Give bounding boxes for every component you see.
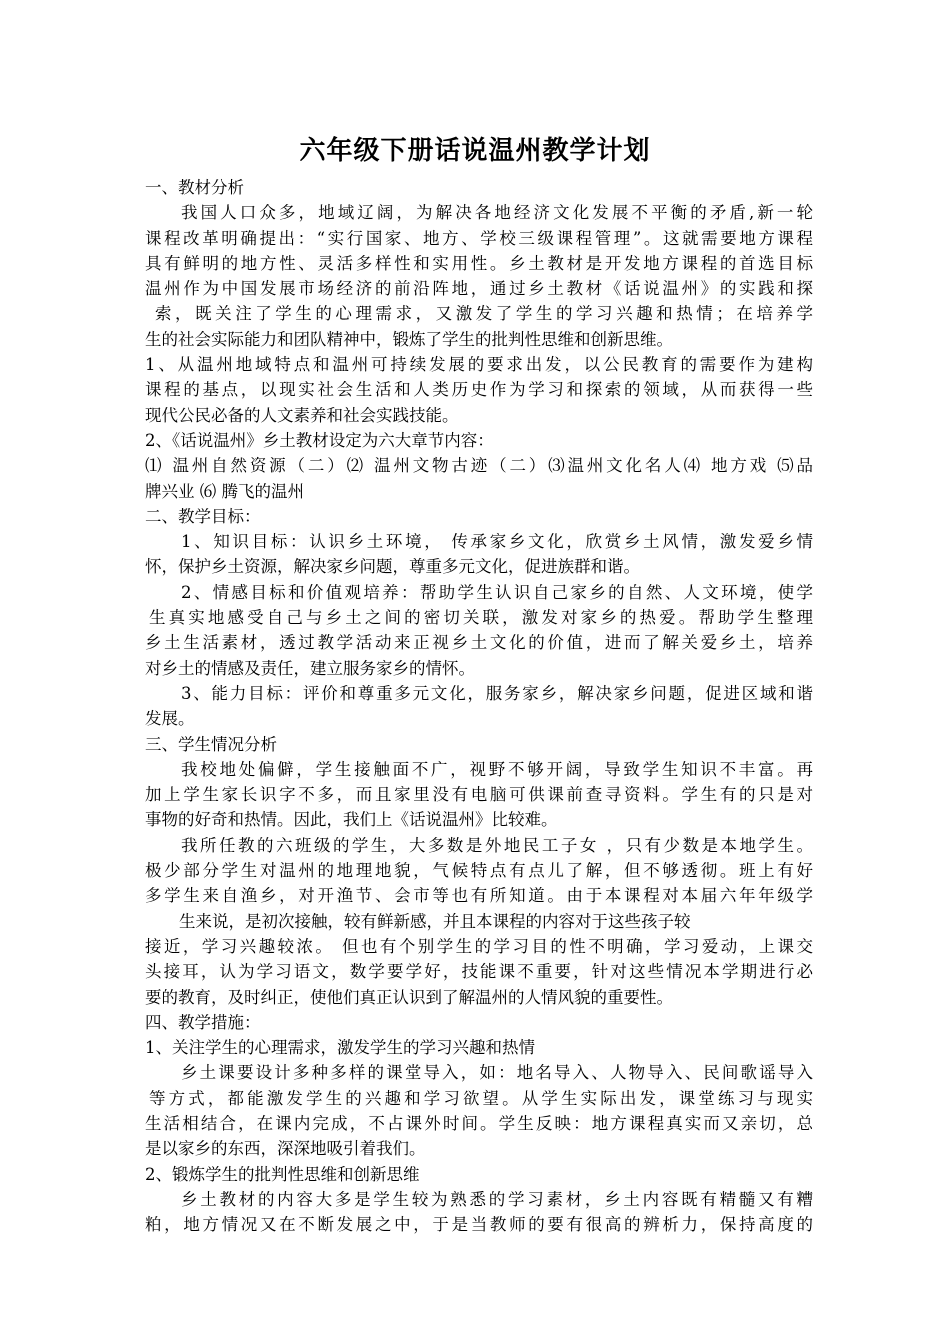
text-line: 乡土教材的内容大多是学生较为熟悉的学习素材，乡土内容既有精髓又有糟 [181, 1189, 813, 1209]
document-body [145, 175, 813, 1237]
text-line: 生真实地感受自己与乡土之间的密切关联，激发对家乡的热爱。帮助学生整理 [149, 608, 813, 628]
text-line: 2、《话说温州》乡土教材设定为六大章节内容： [145, 430, 494, 450]
text-line: ⑴ 温州自然资源（二）⑵ 温州文物古迹（二）⑶温州文化名人⑷ 地方戏 ⑸品 [145, 456, 813, 476]
text-line: 是以家乡的东西，深深地吸引着我们。 [145, 1139, 426, 1159]
text-line: 我校地处偏僻，学生接触面不广，视野不够开阔，导致学生知识不丰富。再 [181, 759, 813, 779]
text-line: 2、锻炼学生的批判性思维和创新思维 [145, 1164, 420, 1184]
text-line: 我国人口众多，地域辽阔，为解决各地经济文化发展不平衡的矛盾,新一轮 [181, 203, 813, 223]
text-line: 四、教学措施： [145, 1012, 261, 1032]
text-line: 2、情感目标和价值观培养：帮助学生认识自己家乡的自然、人文环境，使学 [181, 582, 813, 602]
text-line: 1、从温州地域特点和温州可持续发展的要求出发，以公民教育的需要作为建构 [145, 355, 813, 375]
text-line: 二、教学目标： [145, 506, 261, 526]
document-title: 六年级下册话说温州教学计划 [299, 136, 651, 166]
text-line: 极少部分学生对温州的地理地貌，气候特点有点儿了解，但不够透彻。班上有好 [145, 861, 813, 881]
text-line: 等方式，都能激发学生的兴趣和学习欲望。从学生实际出发，课堂练习与现实 [149, 1088, 813, 1108]
text-line: 一、教材分析 [145, 178, 244, 197]
text-line: 生活相结合，在课内完成，不占课外时间。学生反映：地方课程真实而又亲切，总 [145, 1113, 813, 1133]
text-line: 事物的好奇和热情。因此，我们上《话说温州》比较难。 [145, 810, 558, 830]
text-line: 牌兴业 ⑹ 腾飞的温州 [145, 481, 304, 501]
text-line: 温州作为中国发展市场经济的前沿阵地，通过乡土教材《话说温州》的实践和探 [145, 279, 813, 299]
text-line: 1、关注学生的心理需求，激发学生的学习兴趣和热情 [145, 1038, 535, 1058]
text-line: 对乡土的情感及责任，建立服务家乡的情怀。 [145, 658, 475, 678]
text-line: 粕，地方情况又在不断发展之中，于是当教师的要有很高的辨析力，保持高度的 [145, 1215, 813, 1235]
text-line: 我所任教的六班级的学生，大多数是外地民工子女 ，只有少数是本地学生。 [181, 835, 813, 855]
text-line: 生的社会实际能力和团队精神中，锻炼了学生的批判性思维和创新思维。 [145, 329, 673, 349]
text-line: 课程改革明确提出：“实行国家、地方、学校三级课程管理”。这就需要地方课程 [145, 228, 813, 248]
text-line: 接近，学习兴趣较浓。 但也有个别学生的学习目的性不明确，学习爱动，上课交 [145, 936, 813, 956]
text-line: 1、知识目标：认识乡土环境， 传承家乡文化，欣赏乡土风情，激发爱乡情 [181, 532, 813, 552]
text-line: 3、能力目标：评价和尊重多元文化，服务家乡，解决家乡问题，促进区域和谐 [181, 683, 813, 703]
text-line: 现代公民必备的人文素养和社会实践技能。 [145, 405, 459, 425]
text-line: 怀，保护乡土资源，解决家乡问题，尊重多元文化，促进族群和谐。 [145, 557, 640, 577]
text-line: 三、学生情况分析 [145, 734, 277, 754]
text-line: 要的教育，及时纠正，使他们真正认识到了解温州的人情风貌的重要性。 [145, 987, 673, 1007]
text-line: 课程的基点，以现实社会生活和人类历史作为学习和探索的领域，从而获得一些 [145, 380, 813, 400]
text-line: 具有鲜明的地方性、灵活多样性和实用性。乡土教材是开发地方课程的首选目标 [145, 253, 813, 273]
text-line: 乡土生活素材，透过教学活动来正视乡土文化的价值，进而了解关爱乡土，培养 [145, 633, 813, 653]
text-line: 发展。 [145, 709, 195, 729]
text-line: 索，既关注了学生的心理需求，又激发了学生的学习兴趣和热情；在培养学 [155, 304, 813, 324]
text-line: 乡土课要设计多种多样的课堂导入，如：地名导入、人物导入、民间歌谣导入 [181, 1063, 813, 1083]
text-line: 生来说，是初次接触，较有鲜新感，并且本课程的内容对于这些孩子较 [179, 911, 691, 931]
text-line: 加上学生家长识字不多，而且家里没有电脑可供课前查寻资料。学生有的只是对 [145, 785, 813, 805]
text-line: 多学生来自渔乡，对开渔节、会市等也有所知道。由于本课程对本届六年年级学 [145, 886, 813, 906]
text-line: 头接耳，认为学习语文，数学要学好，技能课不重要，针对这些情况本学期进行必 [145, 962, 813, 982]
